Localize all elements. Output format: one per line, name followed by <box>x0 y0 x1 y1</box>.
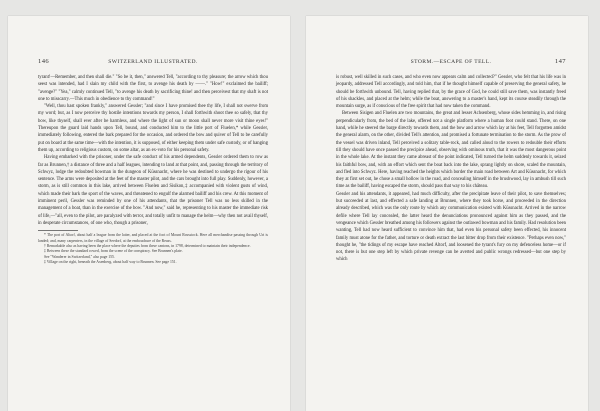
footnote-2: † Remarkable also as having been the place where the deputies from these cantons, in 1798, determined to maintain their independence. <box>44 244 251 249</box>
footnote-5: ‡ Village on the right, beneath the Axenberg, about half way to Brunnen. See page 151. <box>44 260 177 265</box>
left-body-text <box>38 74 268 266</box>
left-page-number: 146 <box>38 58 50 65</box>
left-footnotes <box>38 233 268 265</box>
right-page-number: 147 <box>554 58 566 65</box>
left-running-title: SWITZERLAND ILLUSTRATED. <box>108 59 198 65</box>
left-paragraph-1: tyrant!—Remember, and then shall die." "So be it, then," answered Tell, "according to thy pleasure; the arrow which thou seest was intended, had I slain my child with the first, to avenge his death by ——." "How!" exclaimed the bailiff; "avenge?" "Yea," calmly continued Tell, "to avenge his death by sacrificing thine! and then perceivest that my shaft is not one to misscarry.—This much in obedience to thy command!" <box>38 75 268 102</box>
right-body-text <box>336 74 566 264</box>
footnote-3: ‡ Between these the standard rowed, from the scene of the conspiracy. See Brunnen's plate. <box>44 249 183 254</box>
right-running-title: STORM.—ESCAPE OF TELL. <box>410 59 492 65</box>
right-running-head <box>336 59 566 69</box>
right-page <box>306 16 588 411</box>
right-paragraph-3: Gessler and his attendants, it appeared, had much difficulty, after the precipitate leave of their pilot, to save themselves; but succeeded at last, and effected a safe landing at Brunnen, where they took horse, and proceeded in the direction already described, which was the only route by which any communication existed with Küssnacht. Arrived in the narrow defile where Tell lay concealed, the latter heard the denunciations pronounced against him as they passed, and the vengeance which Gessler breathed among his followers against the outlawed bowman and his family. Had resolution been wanting, Tell had now heard sufficient to convince him that, had even his personal safety been effected, his innocent family must atone for the father, and torture or death extract the last bitter drop from their existence. "Perhaps even now," thought he, "the tidings of my escape have reached Altorf, and loosened the tyrant's fury on my defenceless home—or if not, there is but one step left by which private revenge can be averted and public wrongs redressed—but one step by which <box>336 191 566 263</box>
footnote-4: See "Wanderer in Switzerland," also page 155. <box>44 254 115 259</box>
left-running-head <box>38 59 268 69</box>
footnote-1: * The port of Altorf, about half a league from the latter, and placed at the foot of Mount Rossstock. Here all merchandise passing through Uri is landed; and, many carpenters, in the village of Seedorf, at the embouchure of the Reuss. <box>38 233 268 243</box>
footnote-divider <box>38 230 78 231</box>
right-paragraph-2: Between Sisigen and Fluelen are two mountains, the great and lesser Achsenberg, whose sides hemming in, and rising perpendicularly from, the bed of the lake, offered not a single platform where a human foot could stand. There, on one hand, while he steered the barge directly towards them, and the bow and arrow which lay at his feet, Tell forgotten amidst the general alarm, on the other, divided Tell's attention, and promised a fortunate termination to the storm. As the prow of the vessel was driven inland, Tell perceived a solitary table-rock, and called aloud to the rowers to redouble their efforts till they should have once passed the precipice ahead, observing with ominous truth, that it was the most dangerous point in the whole lake. At the instant they came abreast of the point indicated, Tell turned the helm suddenly towards it, seized his faithful bow, and, with an effort which sent the boat back into the lake, sprang lightly on shore, scaled the mountain, and fled into Schwyz. Here, having reached the heights which border the main road between Art and Küssnacht, for which they at first set out, he chose a small hollow in the road, and concealing himself in the brushwood, lay in ambush till such time as the bailiff, having escaped the storm, should pass that way to his château. <box>336 111 566 190</box>
right-paragraph-1: is robust, well skilled in such cases, and who even now appears calm and collected?" Gessler, who felt that his life was in jeopardy, addressed Tell accordingly, and told him, that if he thought himself capable of preserving the general safety, he should be forthwith unbound. Tell, having replied that, by the grace of God, he could still save them, was instantly freed of his shackles, and placed at the helm; while the boat, answering to a master's hand, kept its course steadily through the mountain surge, as if conscious of the free spirit that had now taken the command. <box>336 75 566 110</box>
left-paragraph-3: Having embarked with the prisoner, under the safe conduct of his armed dependents, Gessler ordered them to row as far as Brunnen,† a distance of three and a half leagues, intending to land at that point, and, passing through the territory of Schwyz, lodge the redoubted bowman in the dungeon of Küssnacht, where he was destined to undergo the rigour of his sentence. The arms were deposited at the feet of the master pilot, and the cars brought into full play. Suddenly, however, a storm, as is still common in this lake, arrived between Fluelen and Sisikon,‡ accompanied with violent gusts of wind, which made their bark the sport of the waves, and threatened to engulf the alarmed bailiff and his crew. At this moment of imminent peril, Gessler was reminded by one of his attendants, that the prisoner Tell was no less skilled in the management of a boat, than in the exercise of the bow. "And now," said he, representing to his master the immediate risk of life,—"all, even to the pilot, are paralyzed with terror, and totally unfit to manage the helm—why then not avail thyself, in desperate circumstances, of one who, though a prisoner, <box>38 155 268 226</box>
left-paragraph-2: "Well, thou hast spoken frankly," answered Gessler; "and since I have promised thee thy life, I shall not swerve from my word; but, as I now perceive thy hostile intentions towards my person, I shall forthwith shoot thee so safely, that thy bow, like thyself, shall ever after be harmless, and where the light of sun or moon shall never more visit thine eyes!" Thereupon the guard laid hands upon Tell, bound, and conducted him to the little port of Fluelen,* while Gessler, immediately following, entered the bark prepared for the occasion, and ordered the bow and quiver of Tell to be carefully put on board at the same time—with the intention, it is supposed, of either keeping them under safe custody, or of hanging them up, according to religious custom, on some altar, as an ex-voto for his personal safety. <box>38 104 268 153</box>
left-page <box>8 16 290 411</box>
